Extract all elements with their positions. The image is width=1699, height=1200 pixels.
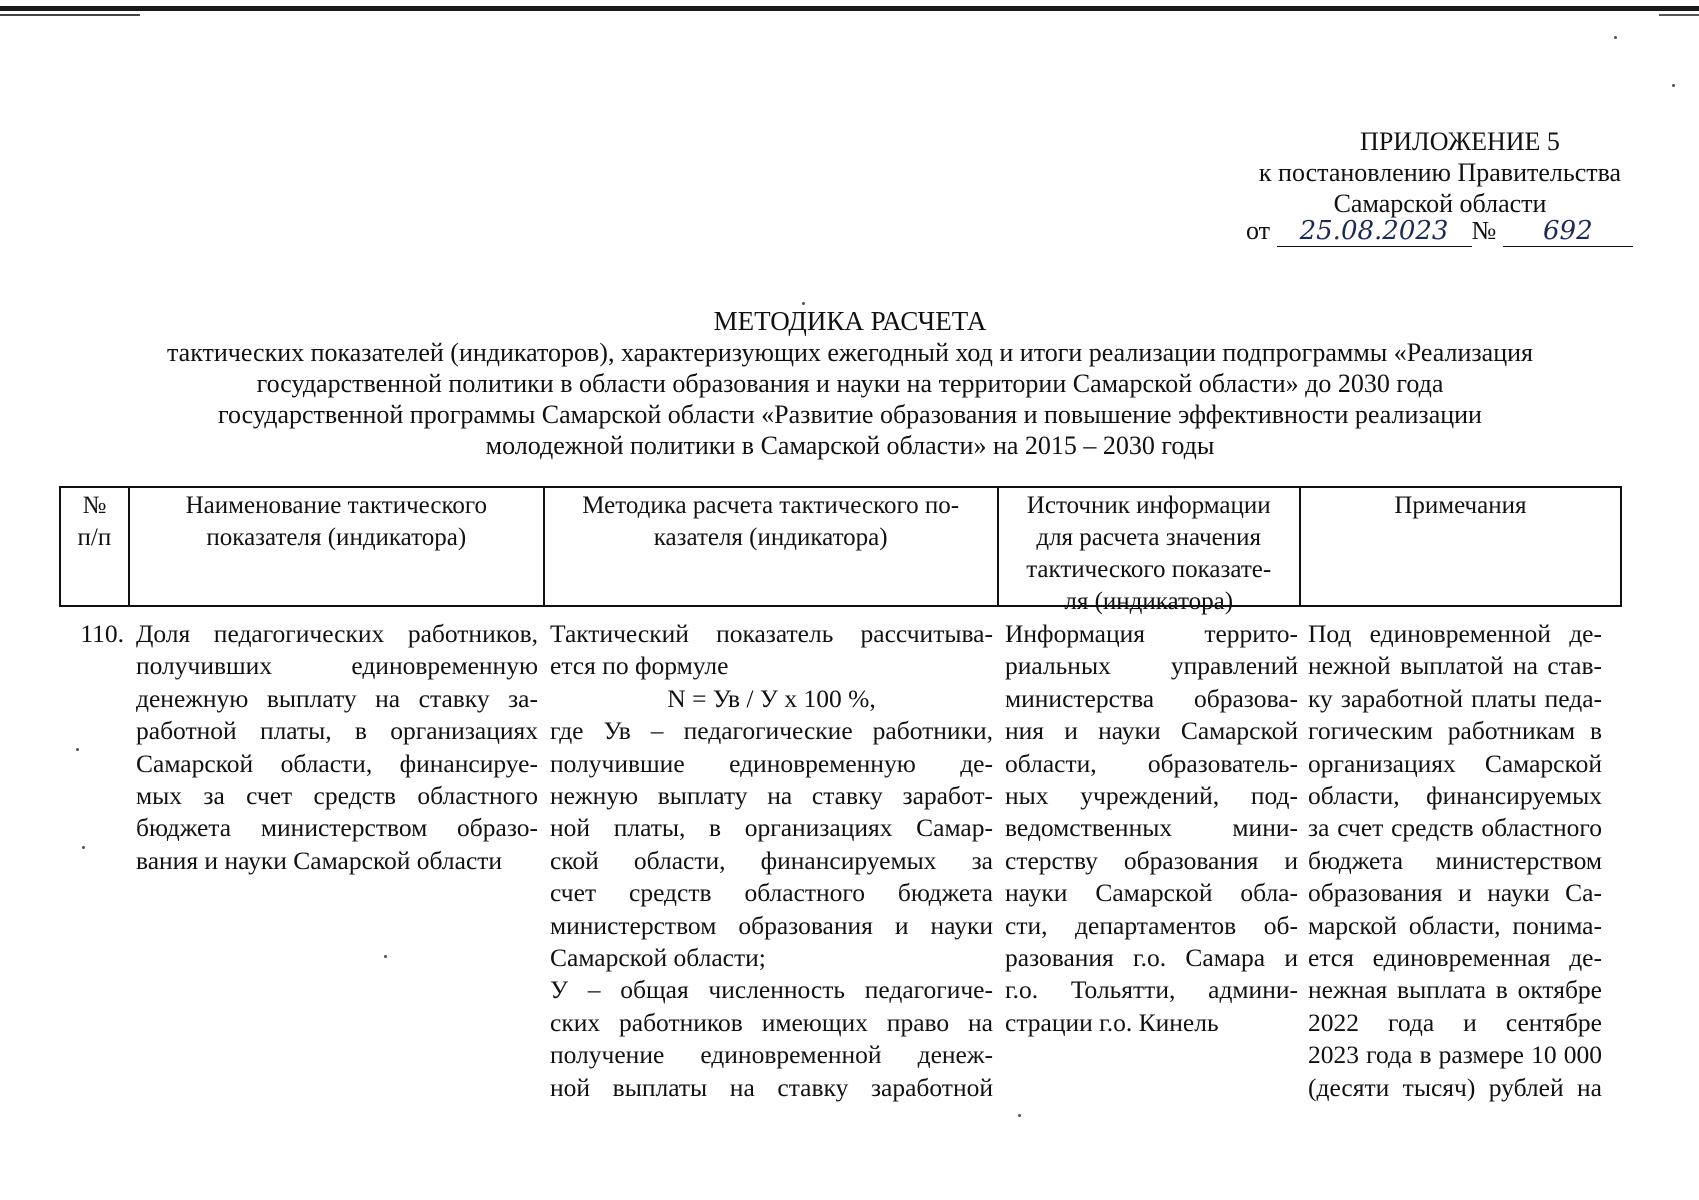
indicator-name-cell (128, 618, 544, 1104)
cell-line: марской области, понима- (1308, 910, 1602, 940)
cell-line: ку заработной платы педа- (1308, 683, 1602, 713)
cell-line: ведомственных мини- (1005, 813, 1298, 843)
cell-line: 2022 года и сентябре (1308, 1007, 1602, 1037)
cell-line: стерству образования и (1005, 845, 1298, 875)
header-number (61, 488, 130, 605)
calculation-method-cell (544, 618, 999, 1104)
scan-speck (384, 955, 387, 958)
header-text: Источник информации (1026, 492, 1271, 519)
title-line: государственной программы Самарской области «Развитие образования и повышение эффективности реализации (218, 400, 1482, 429)
cell-line: Доля педагогических работников, (136, 619, 538, 648)
handwritten-date: 25.08.2023 (1277, 216, 1472, 247)
scan-edge-line (0, 14, 140, 16)
scan-speck (82, 846, 85, 849)
notes-cell (1302, 618, 1622, 1104)
title-line: молодежной политики в Самарской области» на 2015 – 2030 годы (485, 431, 1215, 460)
cell-line: получение единовременной денеж- (550, 1040, 993, 1070)
header-text: № (82, 492, 107, 519)
cell-line: Под единовременной де- (1308, 619, 1602, 648)
scan-edge-line (0, 6, 1699, 11)
cell-line: ется по формуле (550, 651, 729, 681)
cell-line: (десяти тысяч) рублей на (1308, 1072, 1602, 1102)
cell-line: нежную выплату на ставку заработ- (550, 781, 993, 811)
cell-line: получивших единовременную (136, 651, 538, 681)
row-number: 110. (80, 619, 124, 648)
cell-line: ной платы, в организациях Самар- (550, 813, 993, 843)
cell-line: 2023 года в размере 10 000 (1308, 1040, 1602, 1070)
region-name: Самарской области (1333, 189, 1547, 218)
cell-line: мых за счет средств областного (136, 781, 538, 811)
header-text: казателя (индикатора) (653, 524, 888, 551)
cell-line: бюджета министерством (1308, 845, 1602, 875)
header-text: тактического показате- (1026, 556, 1272, 583)
cell-line: нежная выплата в октябре (1308, 975, 1602, 1005)
title-line: тактических показателей (индикаторов), характеризующих ежегодный ход и итоги реализации подпрограммы «Реализация (166, 338, 1533, 367)
cell-line: Самарской области; (550, 943, 766, 973)
cell-line: денежную выплату на ставку за- (136, 683, 538, 713)
cell-line: работной платы, в организациях (136, 716, 538, 746)
cell-line: ния и науки Самарской (1005, 716, 1298, 746)
header-text: Примечания (1394, 492, 1527, 519)
scan-speck (802, 302, 805, 305)
cell-line: министерства образова- (1005, 683, 1298, 713)
information-source-cell (999, 618, 1302, 1104)
cell-line: области, финансируемых (1308, 781, 1602, 811)
cell-line: гогическим работникам в (1308, 716, 1602, 746)
cell-line: г.о. Тольятти, админи- (1005, 975, 1298, 1005)
cell-line: получившие единовременную де- (550, 748, 993, 778)
number-sign: № (1471, 216, 1497, 245)
cell-line: образования и науки Са- (1308, 878, 1602, 908)
header-information-source (999, 488, 1301, 615)
cell-line: ской области, финансируемых за (550, 845, 993, 875)
resolution-date-line (1246, 216, 1646, 256)
scan-edge-line (1659, 14, 1699, 16)
table-row (59, 618, 1622, 1104)
cell-line: за счет средств областного (1308, 813, 1602, 843)
cell-line: науки Самарской обла- (1005, 878, 1298, 908)
cell-line: разования г.о. Самара и (1005, 943, 1298, 973)
cell-line: вания и науки Самарской области (136, 845, 503, 875)
cell-line: нежной выплатой на став- (1308, 651, 1602, 681)
header-text: Методика расчета тактического по- (582, 492, 960, 519)
cell-line: У – общая численность педагогиче- (550, 975, 993, 1005)
header-calculation-method (545, 488, 999, 605)
title-heading: МЕТОДИКА РАСЧЕТА (713, 306, 987, 336)
resolution-reference: к постановлению Правительства (1258, 158, 1622, 187)
cell-line: риальных управлений (1005, 651, 1298, 681)
appendix-header (1200, 126, 1680, 219)
cell-line: ной выплаты на ставку заработной (550, 1072, 993, 1102)
title-line: государственной политики в области образования и науки на территории Самарской области» до 2030 года (256, 369, 1444, 398)
scan-speck (76, 748, 79, 751)
cell-line: Информация террито- (1005, 619, 1298, 648)
header-text: Наименование тактического (185, 492, 487, 519)
header-text: показателя (индикатора) (206, 524, 467, 551)
cell-line: страции г.о. Кинель (1005, 1007, 1219, 1037)
cell-line: области, образователь- (1005, 748, 1298, 778)
date-prefix: от (1246, 216, 1271, 245)
scan-speck (1018, 1114, 1021, 1117)
formula: N = Ув / У х 100 %, (667, 683, 876, 713)
cell-line: ется единовременная де- (1308, 943, 1602, 973)
header-text: ля (индикатора) (1064, 588, 1234, 615)
cell-line: счет средств областного бюджета (550, 878, 993, 908)
cell-line: министерством образования и науки (550, 910, 993, 940)
cell-line: Самарской области, финансируе- (136, 748, 538, 778)
scan-speck (1614, 36, 1617, 39)
cell-line: где Ув – педагогические работники, (550, 716, 993, 746)
cell-line: организациях Самарской (1308, 748, 1602, 778)
appendix-label: ПРИЛОЖЕНИЕ 5 (1360, 127, 1560, 156)
header-notes (1301, 488, 1620, 605)
cell-line: ских работников имеющих право на (550, 1007, 993, 1037)
cell-line: Тактический показатель рассчитыва- (550, 619, 993, 648)
table-header (59, 486, 1622, 615)
cell-line: ных учреждений, под- (1005, 781, 1298, 811)
handwritten-number: 692 (1503, 216, 1633, 247)
header-indicator-name (130, 488, 545, 605)
cell-line: сти, департаментов об- (1005, 910, 1298, 940)
scan-speck (1672, 84, 1675, 87)
document-title (100, 306, 1600, 461)
header-text: п/п (77, 524, 112, 551)
cell-line: бюджета министерством образо- (136, 813, 538, 843)
header-text: для расчета значения (1036, 524, 1262, 551)
